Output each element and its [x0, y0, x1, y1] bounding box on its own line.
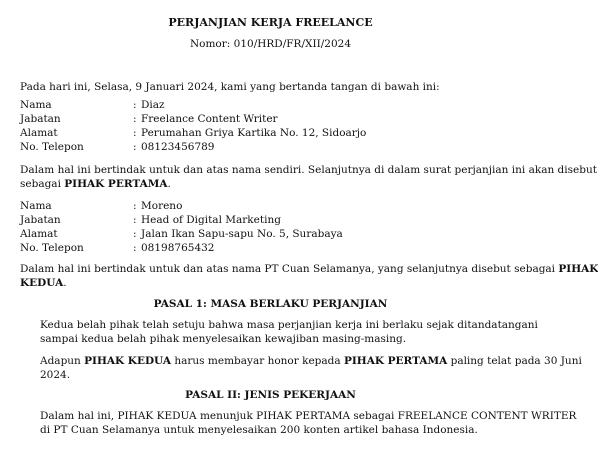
field-value: 08198765432: [141, 242, 215, 254]
party1-name-row: [20, 98, 165, 112]
pasal2-heading: PASAL II: JENIS PEKERJAAN: [185, 389, 356, 401]
party2-phone-row: [20, 241, 215, 255]
statement-text: Dalam hal ini bertindak untuk dan atas nama PT Cuan Selamanya, yang selanjutnya disebut sebagai: [20, 263, 556, 275]
field-value: Freelance Content Writer: [141, 113, 278, 125]
party1-statement-line2: [20, 177, 171, 191]
p2-prefix: Adapun: [40, 355, 81, 367]
field-value: Diaz: [141, 99, 165, 111]
field-value: Perumahan Griya Kartika No. 12, Sidoarjo: [141, 127, 367, 139]
field-label: Nama: [20, 200, 52, 212]
field-label: Alamat: [20, 127, 58, 139]
field-label: No. Telepon: [20, 242, 84, 254]
party2-statement-line1: [20, 262, 598, 276]
field-colon: :: [133, 228, 137, 240]
opening-paragraph: Pada hari ini, Selasa, 9 Januari 2024, kami yang bertanda tangan di bawah ini:: [20, 81, 440, 93]
statement-prefix: sebagai: [20, 178, 61, 190]
field-label: Jabatan: [20, 214, 61, 226]
document-title: PERJANJIAN KERJA FREELANCE: [168, 16, 373, 29]
field-label: No. Telepon: [20, 141, 84, 153]
field-colon: :: [133, 242, 137, 254]
pasal1-p1-line1: Kedua belah pihak telah setuju bahwa masa perjanjian kerja ini berlaku sejak ditandatangani: [40, 319, 538, 331]
pasal2-p1-line2: di PT Cuan Selamanya untuk menyelesaikan 200 konten artikel bahasa Indonesia.: [40, 424, 478, 436]
party1-position-row: [20, 112, 278, 126]
party2-role-part2: KEDUA: [20, 277, 64, 289]
party2-address-row: [20, 227, 343, 241]
p2-role-pertama: PIHAK PERTAMA: [343, 355, 448, 367]
field-colon: :: [133, 200, 137, 212]
field-colon: :: [133, 127, 137, 139]
party1-role: PIHAK PERTAMA: [64, 178, 168, 190]
party2-name-row: [20, 199, 182, 213]
party1-statement-line1: Dalam hal ini bertindak untuk dan atas nama sendiri. Selanjutnya di dalam surat perjanjian ini akan disebut: [20, 164, 597, 176]
p2-middle: harus membayar honor kepada: [174, 355, 341, 367]
pasal1-heading: PASAL 1: MASA BERLAKU PERJANJIAN: [153, 298, 388, 310]
field-colon: :: [133, 113, 137, 125]
pasal1-p1-line2: sampai kedua belah pihak menyelesaikan kewajiban masing-masing.: [40, 333, 407, 345]
pasal2-p1-line1: Dalam hal ini, PIHAK KEDUA menunjuk PIHAK PERTAMA sebagai FREELANCE CONTENT WRITER: [40, 410, 577, 422]
party1-address-row: [20, 126, 366, 140]
field-value: 08123456789: [141, 141, 215, 153]
p2-suffix: paling telat pada 30 Juni: [450, 355, 582, 367]
pasal1-p2-line1: [40, 354, 582, 368]
party2-role-part1: PIHAK: [558, 263, 598, 275]
pasal1-p2-line2: 2024.: [40, 369, 71, 381]
field-label: Jabatan: [20, 113, 61, 125]
document-number: Nomor: 010/HRD/FR/XII/2024: [189, 38, 352, 50]
field-colon: :: [133, 99, 137, 111]
field-value: Moreno: [141, 200, 183, 212]
field-label: Nama: [20, 99, 52, 111]
field-label: Alamat: [20, 228, 58, 240]
field-value: Jalan Ikan Sapu-sapu No. 5, Surabaya: [141, 228, 343, 240]
field-colon: :: [133, 214, 137, 226]
statement-suffix: .: [167, 178, 171, 190]
field-colon: :: [133, 141, 137, 153]
party1-phone-row: [20, 140, 215, 154]
p2-role-kedua: PIHAK KEDUA: [84, 355, 172, 367]
statement-suffix: .: [63, 277, 67, 289]
party2-position-row: [20, 213, 281, 227]
field-value: Head of Digital Marketing: [141, 214, 281, 226]
party2-statement-line2: [20, 276, 67, 290]
